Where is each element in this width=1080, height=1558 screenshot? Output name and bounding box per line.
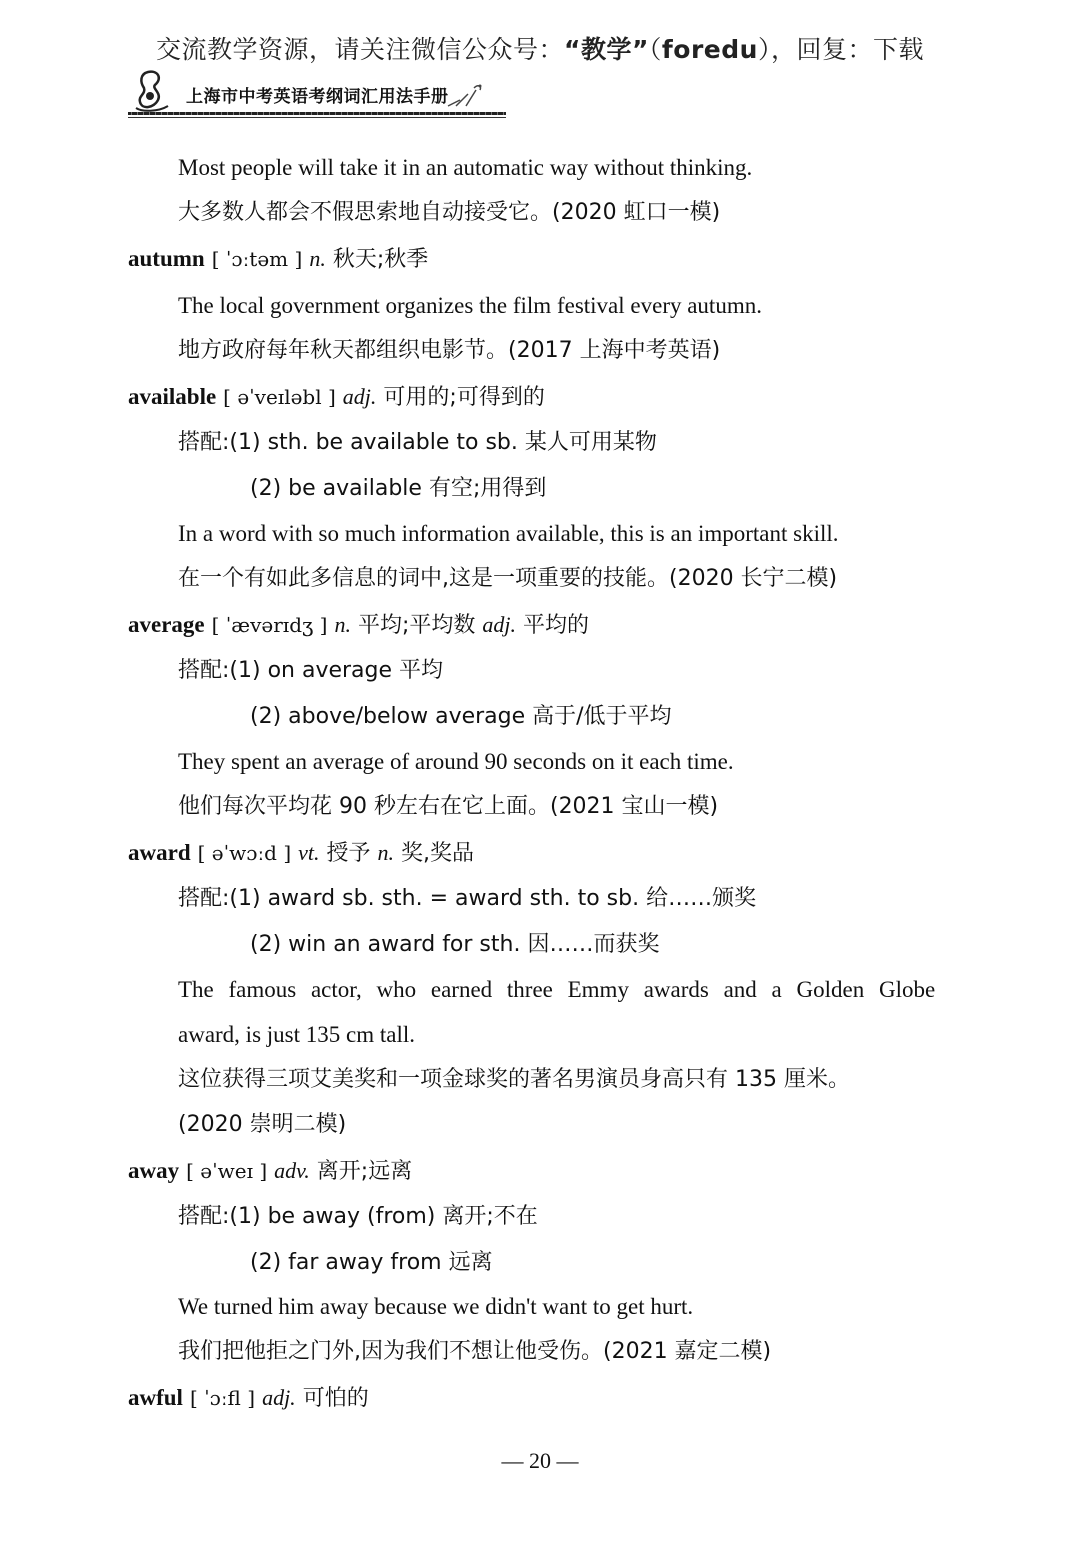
headword: available xyxy=(128,384,217,409)
part-of-speech: n. xyxy=(377,840,395,865)
example-sentence: The famous actor, who earned three Emmy awards and a Golden Globe xyxy=(178,977,936,1002)
headword: away xyxy=(128,1158,180,1183)
headword: autumn xyxy=(128,246,205,271)
collocation: 搭配:(1) award sb. sth. = award sth. to sb. 给……颁奖 xyxy=(178,886,757,911)
meaning: 秋天;秋季 xyxy=(332,247,429,272)
flourish-icon xyxy=(446,82,486,110)
example-translation: 地方政府每年秋天都组织电影节。(2017 上海中考英语) xyxy=(178,338,721,363)
phonetic: [ əˈweɪ ] xyxy=(186,1159,268,1183)
entry-autumn xyxy=(128,244,428,275)
header-rule xyxy=(128,112,506,115)
example-sentence: In a word with so much information available, this is an important skill. xyxy=(178,521,839,546)
example-translation: 他们每次平均花 90 秒左右在它上面。(2021 宝山一模) xyxy=(178,794,719,819)
entry-available xyxy=(128,382,545,413)
meaning: 可用的;可得到的 xyxy=(383,385,545,410)
collocation: 搭配:(1) on average 平均 xyxy=(178,658,444,683)
example-sentence: The local government organizes the film festival every autumn. xyxy=(178,293,762,318)
headword: average xyxy=(128,612,205,637)
example-sentence: We turned him away because we didn't want to get hurt. xyxy=(178,1294,694,1319)
phonetic: [ ˈɔːfl ] xyxy=(189,1386,256,1410)
example-sentence: They spent an average of around 90 seconds on it each time. xyxy=(178,749,734,774)
example-translation: 大多数人都会不假思索地自动接受它。(2020 虹口一模) xyxy=(178,200,721,225)
violin-logo-icon xyxy=(128,68,180,116)
entry-away xyxy=(128,1156,412,1187)
header-rule-thin xyxy=(128,117,506,118)
example-source: (2020 崇明二模) xyxy=(178,1112,347,1137)
headword: award xyxy=(128,840,191,865)
collocation: (2) be available 有空;用得到 xyxy=(250,476,547,501)
example-translation: 我们把他拒之门外,因为我们不想让他受伤。(2021 嘉定二模) xyxy=(178,1339,772,1364)
example-sentence: Most people will take it in an automatic way without thinking. xyxy=(178,155,753,180)
part-of-speech: adj. xyxy=(262,1385,296,1410)
phonetic: [ ˈɔːtəm ] xyxy=(211,247,303,271)
part-of-speech: n. xyxy=(334,612,351,637)
meaning: 授予 xyxy=(326,841,371,866)
phonetic: [ əˈveɪləbl ] xyxy=(223,385,336,409)
part-of-speech: adv. xyxy=(274,1158,310,1183)
page-number: — 20 — xyxy=(501,1448,579,1473)
meaning: 平均;平均数 xyxy=(357,613,476,638)
entry-average xyxy=(128,610,589,641)
collocation: (2) above/below average 高于/低于平均 xyxy=(250,704,672,729)
header-title: 上海市中考英语考纲词汇用法手册 xyxy=(186,87,449,107)
phonetic: [ əˈwɔːd ] xyxy=(197,841,292,865)
example-translation: 在一个有如此多信息的词中,这是一项重要的技能。(2020 长宁二模) xyxy=(178,566,838,591)
part-of-speech: adj. xyxy=(482,612,516,637)
top-banner: 交流教学资源，请关注微信公众号：“教学”（foredu），回复：下载 xyxy=(156,35,924,64)
part-of-speech: n. xyxy=(309,246,326,271)
meaning: 平均的 xyxy=(523,613,590,638)
collocation: (2) far away from 远离 xyxy=(250,1250,493,1275)
entry-awful xyxy=(128,1383,369,1414)
collocation: 搭配:(1) sth. be available to sb. 某人可用某物 xyxy=(178,430,657,455)
part-of-speech: adj. xyxy=(342,384,377,409)
headword: awful xyxy=(128,1385,183,1410)
phonetic: [ ˈævərɪdʒ ] xyxy=(211,613,328,637)
collocation: 搭配:(1) be away (from) 离开;不在 xyxy=(178,1204,538,1229)
part-of-speech: vt. xyxy=(298,840,320,865)
entry-award xyxy=(128,838,474,869)
example-translation: 这位获得三项艾美奖和一项金球奖的著名男演员身高只有 135 厘米。 xyxy=(178,1067,850,1092)
meaning: 奖,奖品 xyxy=(401,841,475,866)
meaning: 离开;远离 xyxy=(316,1159,413,1184)
collocation: (2) win an award for sth. 因……而获奖 xyxy=(250,932,660,957)
meaning: 可怕的 xyxy=(302,1386,369,1411)
running-header xyxy=(128,68,508,120)
example-sentence-cont: award, is just 135 cm tall. xyxy=(178,1022,415,1047)
